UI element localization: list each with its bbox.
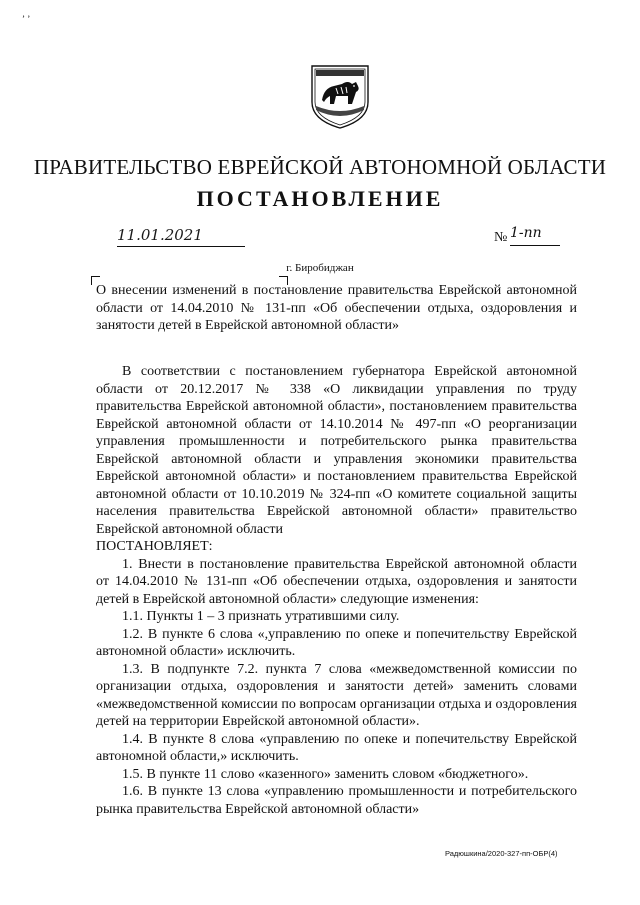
subject-block: О внесении изменений в постановление правительства Еврейской автономной области от 14.04.2010 № 131-пп «Об обеспечении отдыха, оздоровления и занятости детей в Еврейской автономной области» [96,283,577,333]
number-handwritten: 1-пп [510,225,542,241]
document-type-title: ПОСТАНОВЛЕНИЕ [196,186,444,211]
list-item: 1.6. В пункте 13 слова «управлению промышленности и потребительского рынка правительства Еврейской автономной области» [96,784,577,817]
list-item: 1.3. В подпункте 7.2. пункта 7 слова «межведомственной комиссии по организации отдыха, оздоровления и занятости детей» заменить словами «межведомственной комиссии по вопросам организации отдыха и оздоровления детей на территории Еврейской автономной области». [96,661,577,729]
date-field [117,226,245,247]
list-item: 1.4. В пункте 8 слова «управлению по опеке и попечительству Еврейской автономной области,» исключить. [96,731,577,764]
city-line: г. Биробиджан [286,262,354,274]
list-item: 1.1. Пункты 1 – 3 признать утратившими силу. [122,609,400,624]
number-label: № [494,230,508,245]
document-body [96,363,577,818]
footer-reference: Радюшкина/2020-327-пп-ОБР(4) [445,849,558,858]
list-item: 1.2. В пункте 6 слова «,управлению по опеке и попечительству Еврейской автономной области» исключить. [96,626,577,659]
preamble-paragraph: В соответствии с постановлением губернатора Еврейской автономной области от 20.12.2017 № 338 «О ликвидации управления по труду правительства Еврейской автономной области», постановлением правительства Еврейской автономной области от 14.10.2014 № 497-пп «О реорганизации управления промышленности и потребительского рынка правительства Еврейской автономной области и управления экономики правительства Еврейской автономной области» и постановлением правительства Еврейской автономной области от 10.10.2019 № 324-пп «О комитете социальной защиты населения правительства Еврейской автономной области» правительство Еврейской автономной области [96,364,577,537]
list-item: 1. Внести в постановление правительства Еврейской автономной области от 14.04.2010 № 131-пп «Об обеспечении отдыха, оздоровления и занятости детей в Еврейской автономной области» следующие изменения: [96,556,577,607]
resolves-line: ПОСТАНОВЛЯЕТ: [96,539,213,554]
government-heading: ПРАВИТЕЛЬСТВО ЕВРЕЙСКОЙ АВТОНОМНОЙ ОБЛАСТИ [33,155,607,179]
coat-of-arms-emblem [306,62,374,130]
date-handwritten: 11.01.2021 [117,226,203,244]
list-item: 1.5. В пункте 11 слово «казенного» заменить словом «бюджетного». [122,766,529,782]
scan-marks: ʼ ʼ [22,14,31,24]
number-field [510,225,560,246]
